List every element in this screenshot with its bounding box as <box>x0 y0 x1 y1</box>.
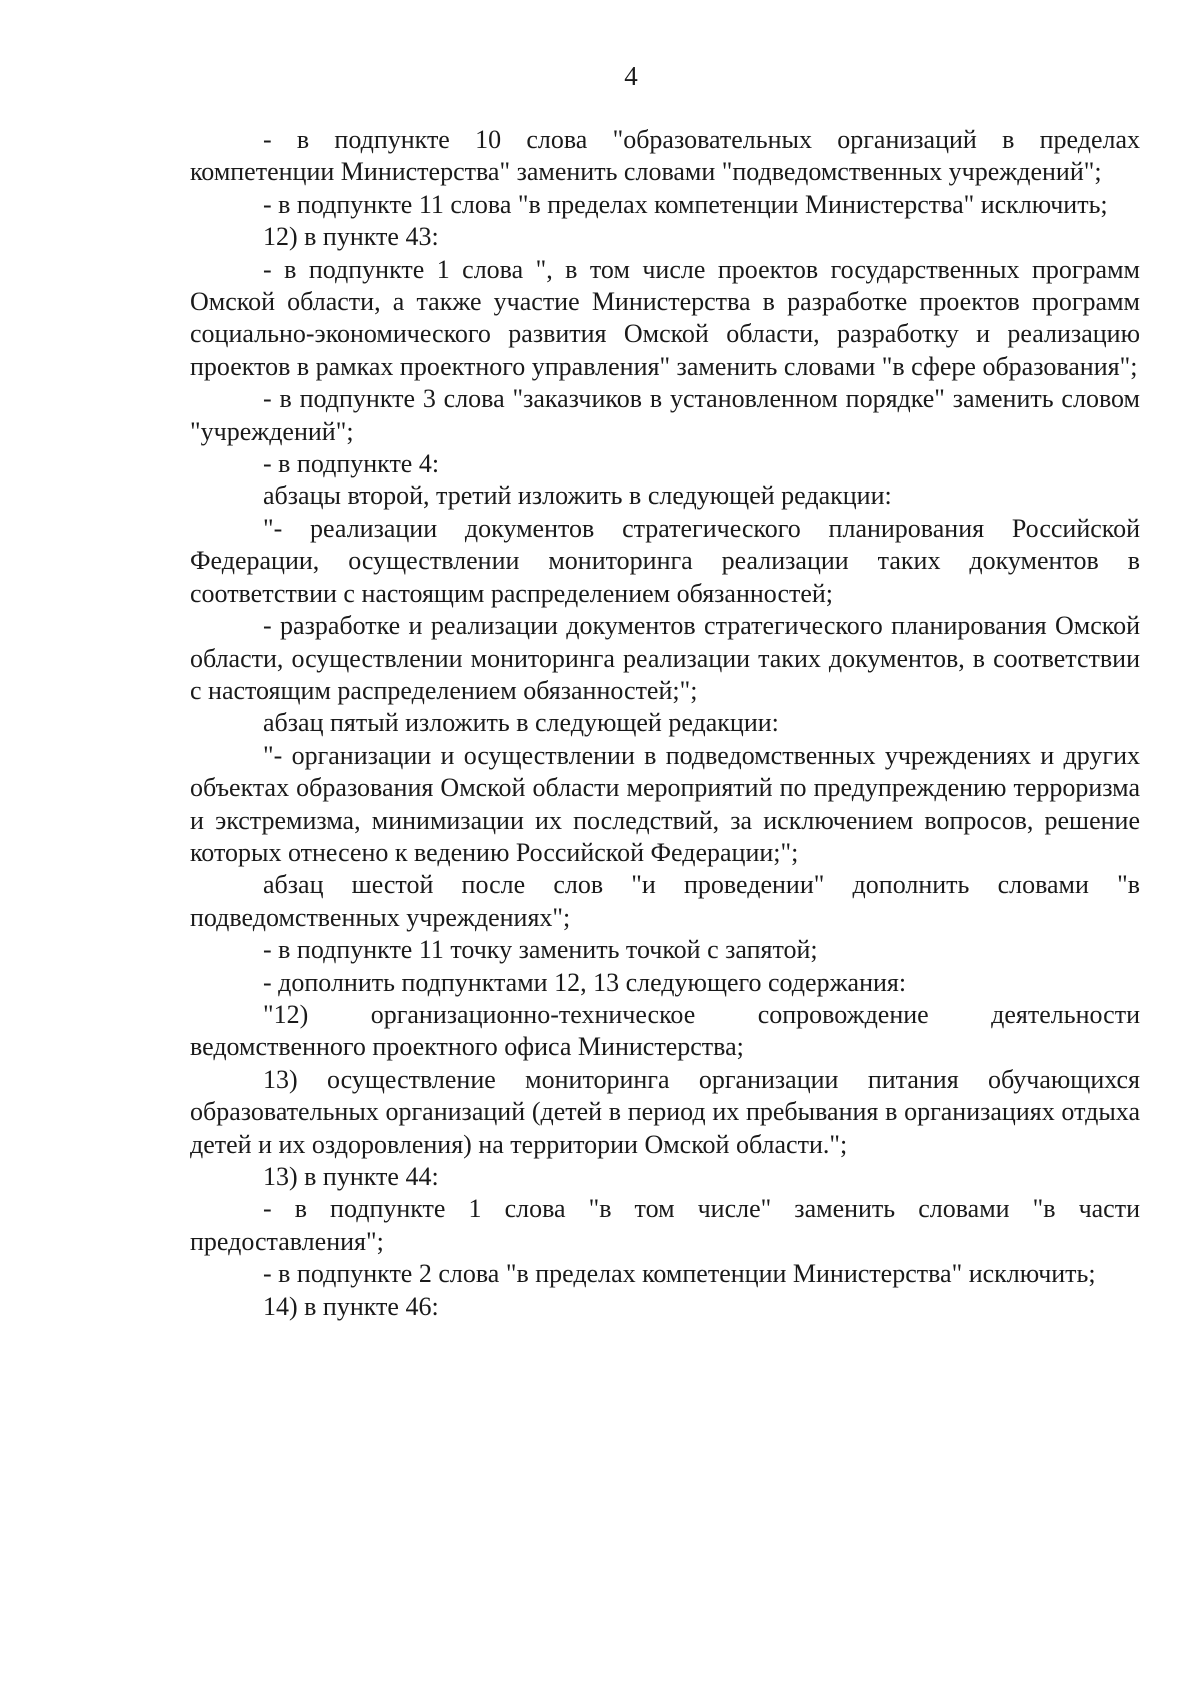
paragraph: 13) осуществление мониторинга организации питания обучающихся образовательных организаций (детей в период их пребывания в организациях отдыха детей и их оздоровления) на территории Омской области."; <box>190 1064 1140 1159</box>
paragraph: "- организации и осуществлении в подведомственных учреждениях и других объектах образования Омской области мероприятий по предупреждению терроризма и экстремизма, минимизации их последствий, за исключением вопросов, решение которых отнесено к ведению Российской Федерации;"; <box>190 740 1140 867</box>
paragraph: - в подпункте 11 точку заменить точкой с запятой; <box>263 935 818 965</box>
paragraph: - в подпункте 10 слова "образовательных организаций в пределах компетенции Министерства" заменить словами "подведомственных учреждений"; <box>190 125 1140 187</box>
paragraph: - в подпункте 3 слова "заказчиков в установленном порядке" заменить словом "учреждений"; <box>190 384 1140 446</box>
document-body <box>190 124 1140 1323</box>
paragraph: - в подпункте 1 слова "в том числе" заменить словами "в части предоставления"; <box>190 1194 1140 1256</box>
paragraph: "- реализации документов стратегического планирования Российской Федерации, осуществлении мониторинга реализации таких документов в соответствии с настоящим распределением обязанностей; <box>190 513 1140 608</box>
paragraph: 13) в пункте 44: <box>263 1162 439 1191</box>
paragraph: - в подпункте 1 слова ", в том числе проектов государственных программ Омской области, а также участие Министерства в разработке проектов программ социально-экономического развития Омской области, разработку и реализацию проектов в рамках проектного управления" заменить словами "в сфере образования"; <box>190 254 1140 381</box>
paragraph: - в подпункте 11 слова "в пределах компетенции Министерства" исключить; <box>263 189 1108 219</box>
paragraph: абзац пятый изложить в следующей редакции: <box>263 708 779 738</box>
paragraph: абзацы второй, третий изложить в следующей редакции: <box>263 481 892 511</box>
paragraph: 12) в пункте 43: <box>263 222 439 252</box>
paragraph: 14) в пункте 46: <box>263 1291 439 1321</box>
paragraph: - в подпункте 4: <box>263 449 440 479</box>
paragraph: абзац шестой после слов "и проведении" дополнить словами "в подведомственных учреждениях"; <box>190 870 1140 932</box>
paragraph: - разработке и реализации документов стратегического планирования Омской области, осуществлении мониторинга реализации таких документов, в соответствии с настоящим распределением обязанностей;"; <box>190 611 1140 705</box>
paragraph: - в подпункте 2 слова "в пределах компетенции Министерства" исключить; <box>263 1259 1096 1289</box>
paragraph: "12) организационно-техническое сопровождение деятельности ведомственного проектного офиса Министерства; <box>190 999 1140 1062</box>
page-number: 4 <box>624 61 638 91</box>
paragraph: - дополнить подпунктами 12, 13 следующего содержания: <box>263 967 907 997</box>
